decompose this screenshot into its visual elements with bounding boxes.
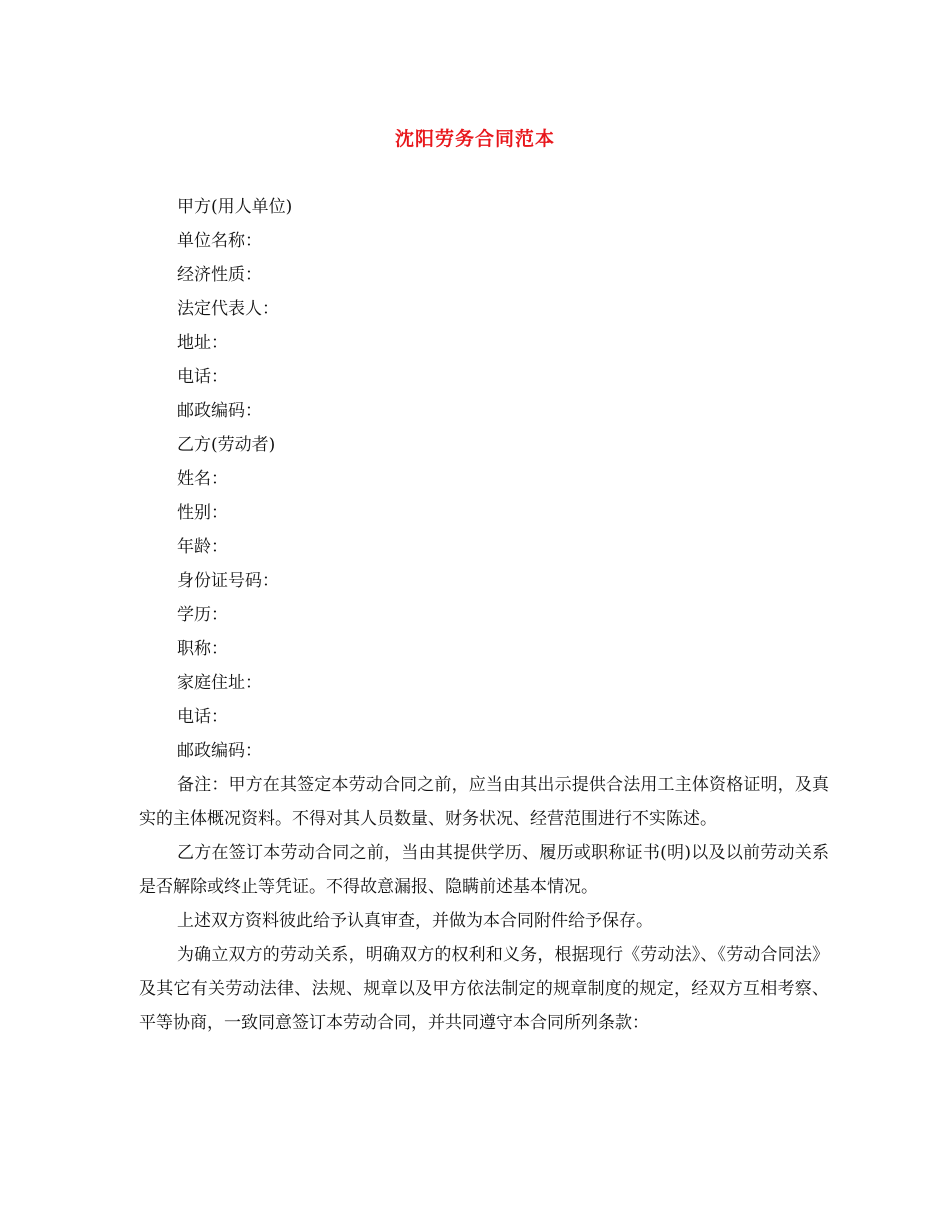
party-a-field-address: 地址： — [177, 333, 228, 353]
document-body — [139, 190, 829, 1040]
party-a-field-legal-representative: 法定代表人： — [177, 299, 279, 319]
party-a-field-unit-name: 单位名称： — [177, 231, 262, 251]
party-a-heading: 甲方(用人单位) — [177, 197, 293, 217]
paragraph-purpose: 为确立双方的劳动关系，明确双方的权利和义务，根据现行《劳动法》、《劳动合同法》及其它有关劳动法律、法规、规章以及甲方依法制定的规章制度的规定，经双方互相考察、平等协商，一致同意签订本劳动合同，并共同遵守本合同所列条款： — [139, 945, 829, 1033]
party-b-heading: 乙方(劳动者) — [177, 435, 276, 455]
party-b-field-id-number: 身份证号码： — [177, 571, 279, 591]
party-b-field-name: 姓名： — [177, 469, 228, 489]
paragraph-party-b-documents: 乙方在签订本劳动合同之前，当由其提供学历、履历或职称证书(明)以及以前劳动关系是否解除或终止等凭证。不得故意漏报、隐瞒前述基本情况。 — [139, 843, 829, 897]
party-b-field-gender: 性别： — [177, 503, 228, 523]
paragraph-remark: 备注：甲方在其签定本劳动合同之前，应当由其出示提供合法用工主体资格证明，及真实的主体概况资料。不得对其人员数量、财务状况、经营范围进行不实陈述。 — [139, 775, 829, 829]
party-b-field-education: 学历： — [177, 605, 228, 625]
party-b-field-age: 年龄： — [177, 537, 228, 557]
paragraph-mutual-review: 上述双方资料彼此给予认真审查，并做为本合同附件给予保存。 — [177, 911, 653, 931]
party-a-field-phone: 电话： — [177, 367, 228, 387]
party-b-field-title: 职称： — [177, 639, 228, 659]
party-b-field-home-address: 家庭住址： — [177, 673, 262, 693]
party-a-field-economic-nature: 经济性质： — [177, 265, 262, 285]
party-a-field-postal-code: 邮政编码： — [177, 401, 262, 421]
party-b-field-postal-code: 邮政编码： — [177, 741, 262, 761]
document-title: 沈阳劳务合同范本 — [394, 128, 555, 150]
party-b-field-phone: 电话： — [177, 707, 228, 727]
